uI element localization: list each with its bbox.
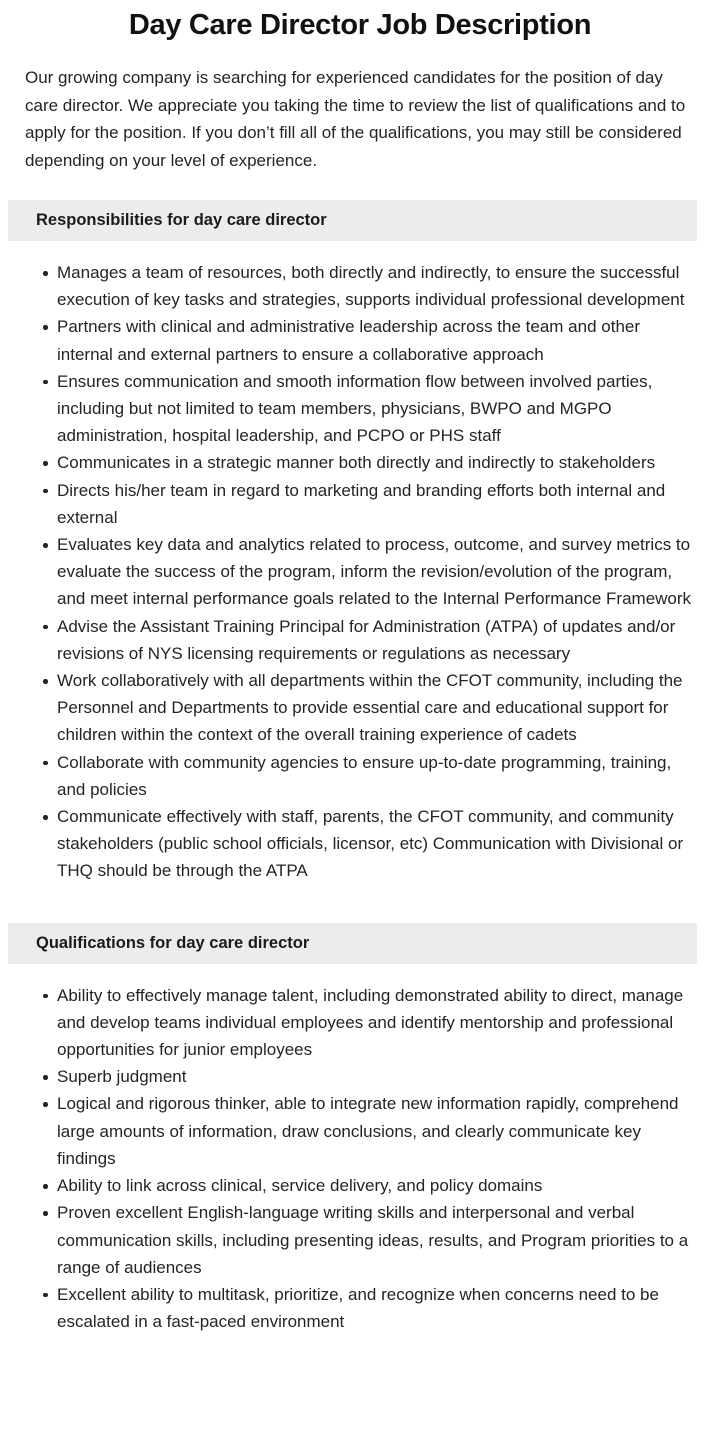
bullet-list xyxy=(0,259,720,885)
list-item: Work collaboratively with all departments within the CFOT community, including the Personnel and Departments to provide essential care and educational support for children within the context of the overall training experience of cadets xyxy=(0,667,694,749)
list-item: Ability to effectively manage talent, including demonstrated ability to direct, manage and develop teams individual employees and identify mentorship and professional opportunities for junior employees xyxy=(0,982,694,1064)
list-item: Proven excellent English-language writing skills and interpersonal and verbal communication skills, including presenting ideas, results, and Program priorities to a range of audiences xyxy=(0,1199,694,1281)
list-item: Excellent ability to multitask, prioritize, and recognize when concerns need to be escalated in a fast-paced environment xyxy=(0,1281,694,1335)
spacer xyxy=(0,964,720,982)
section-heading: Qualifications for day care director xyxy=(8,923,697,964)
section xyxy=(0,923,720,1356)
list-item: Partners with clinical and administrative leadership across the team and other internal and external partners to ensure a collaborative approach xyxy=(0,313,694,367)
intro-paragraph: Our growing company is searching for experienced candidates for the position of day care director. We appreciate you taking the time to review the list of qualifications and to apply for the position. If you don’t fill all of the qualifications, you may still be considered depending on your level of experience. xyxy=(25,68,686,170)
spacer xyxy=(0,174,720,200)
list-item: Collaborate with community agencies to ensure up-to-date programming, training, and policies xyxy=(0,749,694,803)
section xyxy=(0,200,720,905)
spacer xyxy=(0,905,720,923)
list-item: Superb judgment xyxy=(0,1063,694,1090)
page-title: Day Care Director Job Description xyxy=(128,9,592,41)
section-heading: Responsibilities for day care director xyxy=(8,200,697,241)
list-item: Communicate effectively with staff, parents, the CFOT community, and community stakeholders (public school officials, licensor, etc) Communication with Divisional or THQ should be through the ATPA xyxy=(0,803,694,885)
list-item: Logical and rigorous thinker, able to integrate new information rapidly, comprehend large amounts of information, draw conclusions, and clearly communicate key findings xyxy=(0,1090,694,1172)
spacer xyxy=(0,1355,720,1397)
list-item: Ability to link across clinical, service delivery, and policy domains xyxy=(0,1172,694,1199)
spacer xyxy=(0,1335,720,1355)
sections-container xyxy=(0,200,720,1355)
list-item: Manages a team of resources, both directly and indirectly, to ensure the successful execution of key tasks and strategies, supports individual professional development xyxy=(0,259,694,313)
bullet-list xyxy=(0,982,720,1336)
list-item: Directs his/her team in regard to marketing and branding efforts both internal and external xyxy=(0,477,694,531)
spacer xyxy=(0,241,720,259)
list-item: Advise the Assistant Training Principal for Administration (ATPA) of updates and/or revisions of NYS licensing requirements or regulations as necessary xyxy=(0,613,694,667)
list-item: Evaluates key data and analytics related to process, outcome, and survey metrics to evaluate the success of the program, inform the revision/evolution of the program, and meet internal performance goals related to the Internal Performance Framework xyxy=(0,531,694,613)
list-item: Ensures communication and smooth information flow between involved parties, including but not limited to team members, physicians, BWPO and MGPO administration, hospital leadership, and PCPO or PHS staff xyxy=(0,368,694,450)
spacer xyxy=(0,885,720,905)
list-item: Communicates in a strategic manner both directly and indirectly to stakeholders xyxy=(0,449,694,476)
